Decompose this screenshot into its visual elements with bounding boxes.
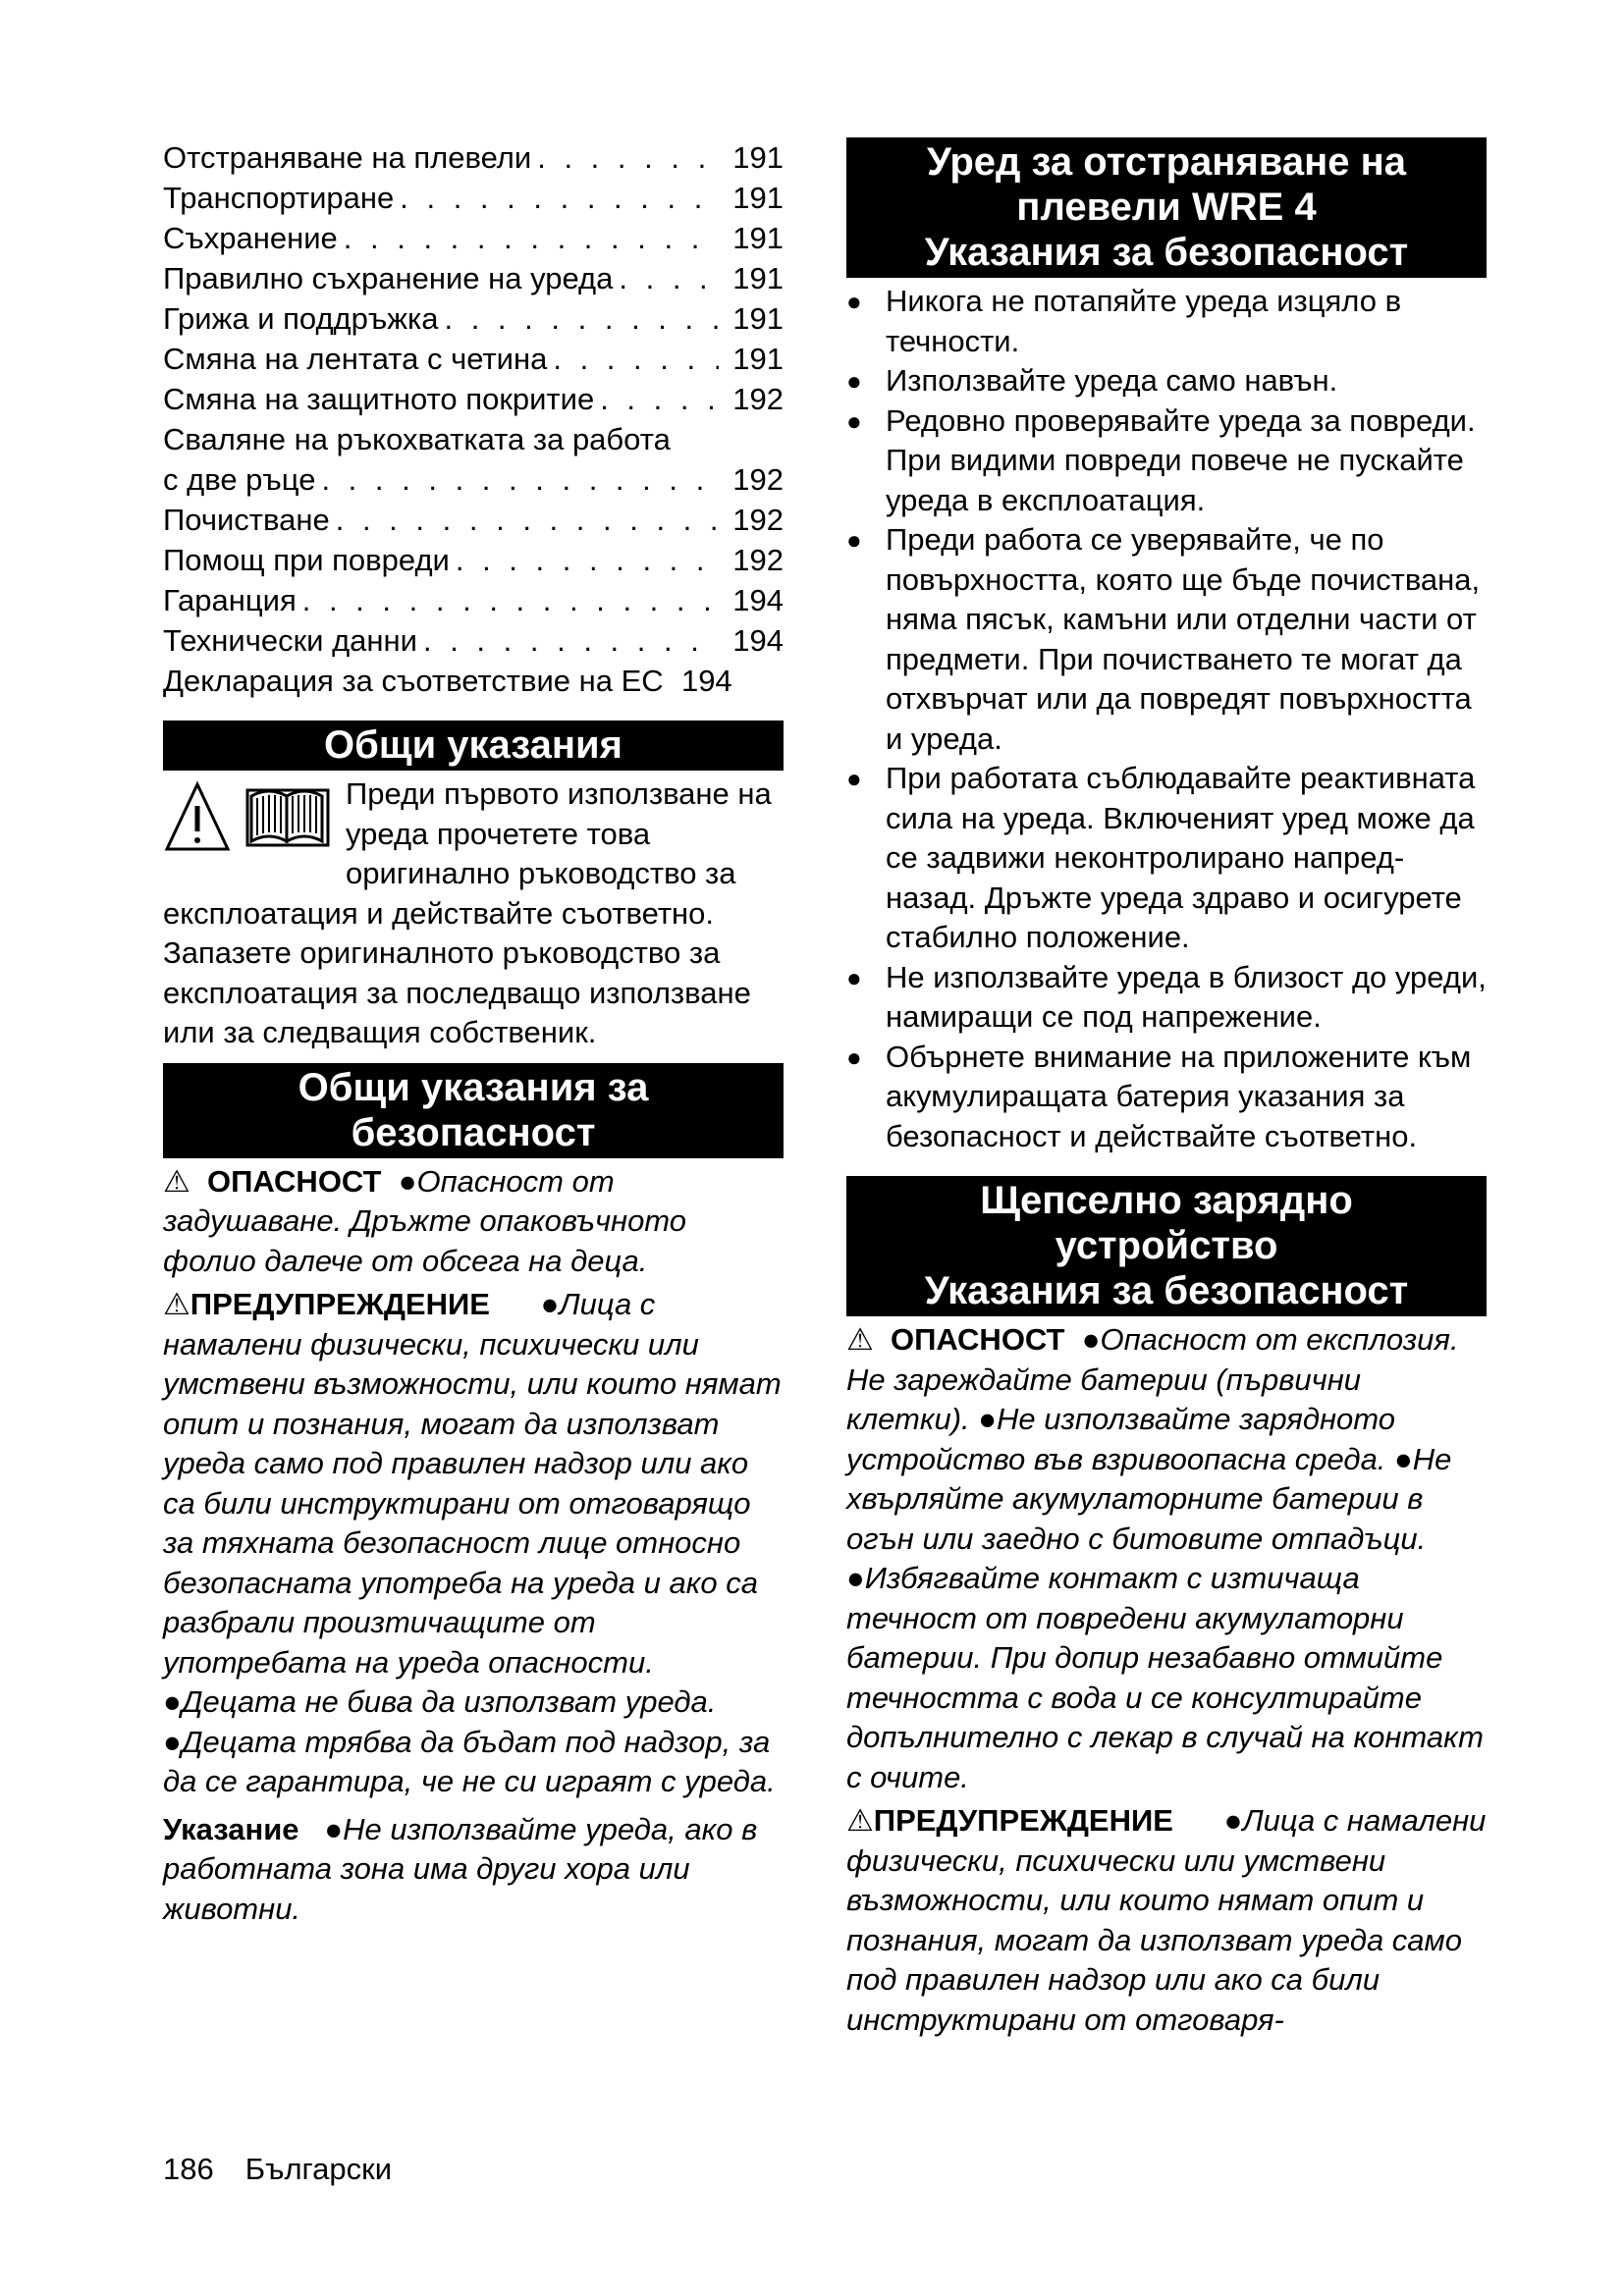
toc-page: 194 (732, 623, 784, 658)
note-label: Указание (163, 1811, 299, 1846)
toc-leader (344, 218, 719, 258)
table-of-contents (163, 137, 784, 701)
toc-title: Смяна на защитното покритие (163, 382, 595, 416)
toc-entry[interactable] (163, 298, 784, 339)
bullet-icon: ● (307, 1811, 344, 1846)
toc-page: 191 (732, 181, 784, 215)
warning-label: ⚠ПРЕДУПРЕЖДЕНИЕ (846, 1803, 1173, 1838)
page-footer (163, 2152, 423, 2187)
toc-page: 191 (732, 301, 784, 336)
list-item: ● Обърнете внимание на приложените към акумулиращата батерия указания за безопасност и действайте съответно. (846, 1038, 1487, 1157)
toc-entry[interactable] (163, 218, 784, 258)
toc-page: 191 (732, 261, 784, 295)
toc-title: Правилно съхранение на уреда (163, 261, 614, 295)
heading-line: Указания за безопасност (924, 1269, 1409, 1312)
warning-triangle-icon: ⚠ (163, 1287, 190, 1321)
heading-line: Уред за отстраняване на (926, 140, 1406, 184)
toc-title: Отстраняване на плевели (163, 140, 532, 175)
toc-title: Транспортиране (163, 181, 395, 215)
list-item: ● Редовно проверявайте уреда за повреди. При видими повреди повече не пускайте уреда в експлоатация. (846, 401, 1487, 521)
bullet-icon: ● (1073, 1322, 1101, 1357)
warning-text: Лица с намалени физически, психически или умствени възможности, или които нямат опит и познания, могат да използват уреда само под правилен надзор или ако са били инструктирани от отговарящо за тяхната безопасност лице относно безопасната употреба на уреда и ако са разбрали произтичащите от употребата на уреда опасности. (163, 1287, 782, 1680)
toc-leader (456, 540, 719, 580)
warning-triangle-icon: ⚠ (846, 1322, 874, 1357)
danger-label: ⚠ ОПАСНОСТ (163, 1163, 382, 1199)
toc-title-line1: Сваляне на ръкохватката за работа (163, 422, 671, 456)
heading-line: безопасност (351, 1110, 596, 1154)
heading-text: Общи указания (324, 723, 623, 767)
charger-danger-notice (846, 1320, 1487, 1797)
toc-page: 194 (680, 664, 732, 698)
general-intro (163, 774, 784, 1053)
page-number: 186 (163, 2152, 214, 2186)
danger-text: Не използвайте зарядното устройство във взривоопасна среда. (846, 1402, 1395, 1476)
toc-leader (444, 298, 719, 339)
toc-entry[interactable] (163, 661, 784, 701)
heading-line: плевели WRE 4 (1016, 186, 1317, 229)
toc-leader (619, 258, 719, 298)
toc-title: Грижа и поддръжка (163, 301, 439, 336)
section-heading-device (846, 137, 1487, 278)
toc-leader (423, 620, 719, 661)
toc-entry[interactable] (163, 379, 784, 419)
toc-leader (553, 339, 719, 379)
device-safety-list (846, 282, 1487, 1156)
danger-text: Не хвърляйте акумулаторните батерии в огън или заедно с битовите отпадъци. (846, 1441, 1452, 1556)
section-heading-charger (846, 1176, 1487, 1316)
danger-text: Опасност от задушаване. Дръжте опаковъчното фолио далече от обсега на деца. (163, 1163, 687, 1278)
toc-title: Гаранция (163, 583, 297, 617)
warning-label: ⚠ПРЕДУПРЕЖДЕНИЕ (163, 1287, 490, 1321)
danger-text: Избягвайте контакт с изтичаща течност от повредени акумулаторни батерии. При допир незабавно отмийте течността с вода и се консултирайте допълнително с лекар в случай на контакт с очите. (846, 1561, 1484, 1794)
warning-text: Децата трябва да бъдат под надзор, за да се гарантира, че не си играят с уреда. (163, 1724, 776, 1798)
intro-text: Преди първото използване на уреда прочетете това оригинално ръководство за експлоатация и действайте съответно. Запазете оригиналното ръководство за експлоатация за последващо използване или за следващия собственик. (163, 776, 772, 1049)
toc-page: 192 (732, 503, 784, 537)
toc-leader (537, 137, 719, 178)
list-item: ● Никога не потапяйте уреда изцяло в течности. (846, 282, 1487, 361)
right-column (846, 137, 1487, 2040)
toc-entry[interactable] (163, 339, 784, 379)
toc-title: Технически данни (163, 623, 417, 658)
danger-text: Опасност от експлозия. Не зареждайте батерии (първични клетки). (846, 1322, 1459, 1436)
list-item: ● Не използвайте уреда в близост до уреди, намиращи се под напрежение. (846, 958, 1487, 1038)
toc-page: 191 (732, 342, 784, 376)
charger-warning-notice (846, 1801, 1487, 2040)
list-item: ● Използвайте уреда само навън. (846, 361, 1487, 401)
bullet-icon: ● (846, 1561, 865, 1595)
toc-page: 192 (732, 382, 784, 416)
toc-entry[interactable] (163, 258, 784, 298)
toc-page: 194 (732, 583, 784, 617)
toc-title: Декларация за съответствие на ЕС (163, 664, 664, 698)
heading-line: Общи указания за (298, 1065, 649, 1109)
toc-leader (321, 459, 719, 500)
bullet-icon: ● (163, 1724, 182, 1759)
note-text: Не използвайте уреда, ако в работната зона има други хора или животни. (163, 1811, 758, 1926)
heading-line: устройство (1055, 1224, 1278, 1267)
toc-title: Почистване (163, 503, 330, 537)
toc-title: Съхранение (163, 221, 338, 255)
toc-page: 191 (732, 221, 784, 255)
bullet-icon: ● (978, 1402, 998, 1436)
list-item: ● При работата съблюдавайте реактивната сила на уреда. Включеният уред може да се задвижи неконтролирано напред-назад. Дръжте уреда здраво и осигурете стабилно положение. (846, 759, 1487, 958)
section-heading-general (163, 721, 784, 771)
toc-entry[interactable] (163, 500, 784, 540)
toc-entry[interactable] (163, 137, 784, 178)
section-heading-safety (163, 1063, 784, 1158)
toc-entry[interactable] (163, 178, 784, 218)
language-label: Български (244, 2152, 393, 2186)
toc-page: 191 (732, 140, 784, 175)
toc-title: с две ръце (163, 462, 316, 497)
warning-text: Лица с намалени физически, психически или умствени възможности, или които нямат опит и познания, могат да използват уреда само под правилен надзор или ако са били инструктирани от отговаря- (846, 1803, 1487, 2037)
left-column (163, 137, 784, 1929)
toc-leader (336, 500, 719, 540)
warning-triangle-icon: ⚠ (846, 1803, 874, 1838)
toc-entry[interactable] (163, 620, 784, 661)
toc-title: Смяна на лентата с четина (163, 342, 548, 376)
list-item: ● Преди работа се уверявайте, че по повърхността, която ще бъде почиствана, няма пясък, камъни или отделни части от предмети. При почистването те могат да отхвърчат или да повредят повърхността и уреда. (846, 520, 1487, 759)
warning-read-manual-icons (163, 776, 340, 855)
toc-title: Помощ при повреди (163, 543, 450, 577)
bullet-icon: ● (390, 1163, 417, 1199)
bullet-icon: ● (163, 1684, 182, 1719)
warning-notice (163, 1285, 784, 1802)
danger-notice (163, 1162, 784, 1282)
note-notice (163, 1810, 784, 1930)
warning-text: Децата не бива да използват уреда. (181, 1684, 717, 1719)
toc-entry[interactable] (163, 419, 784, 500)
danger-label: ⚠ ОПАСНОСТ (846, 1322, 1065, 1357)
heading-line: Указания за безопасност (924, 231, 1409, 274)
toc-leader (600, 379, 719, 419)
toc-entry[interactable] (163, 580, 784, 620)
bullet-icon: ● (1394, 1441, 1413, 1476)
toc-page: 192 (732, 543, 784, 577)
warning-and-manual-icon (163, 776, 340, 855)
toc-leader (400, 178, 719, 218)
bullet-icon: ● (498, 1287, 560, 1321)
toc-page: 192 (732, 462, 784, 497)
toc-leader (302, 580, 719, 620)
bullet-icon: ● (1181, 1803, 1243, 1838)
heading-line: Щепселно зарядно (980, 1179, 1353, 1222)
warning-triangle-icon: ⚠ (163, 1163, 190, 1199)
toc-entry[interactable] (163, 540, 784, 580)
